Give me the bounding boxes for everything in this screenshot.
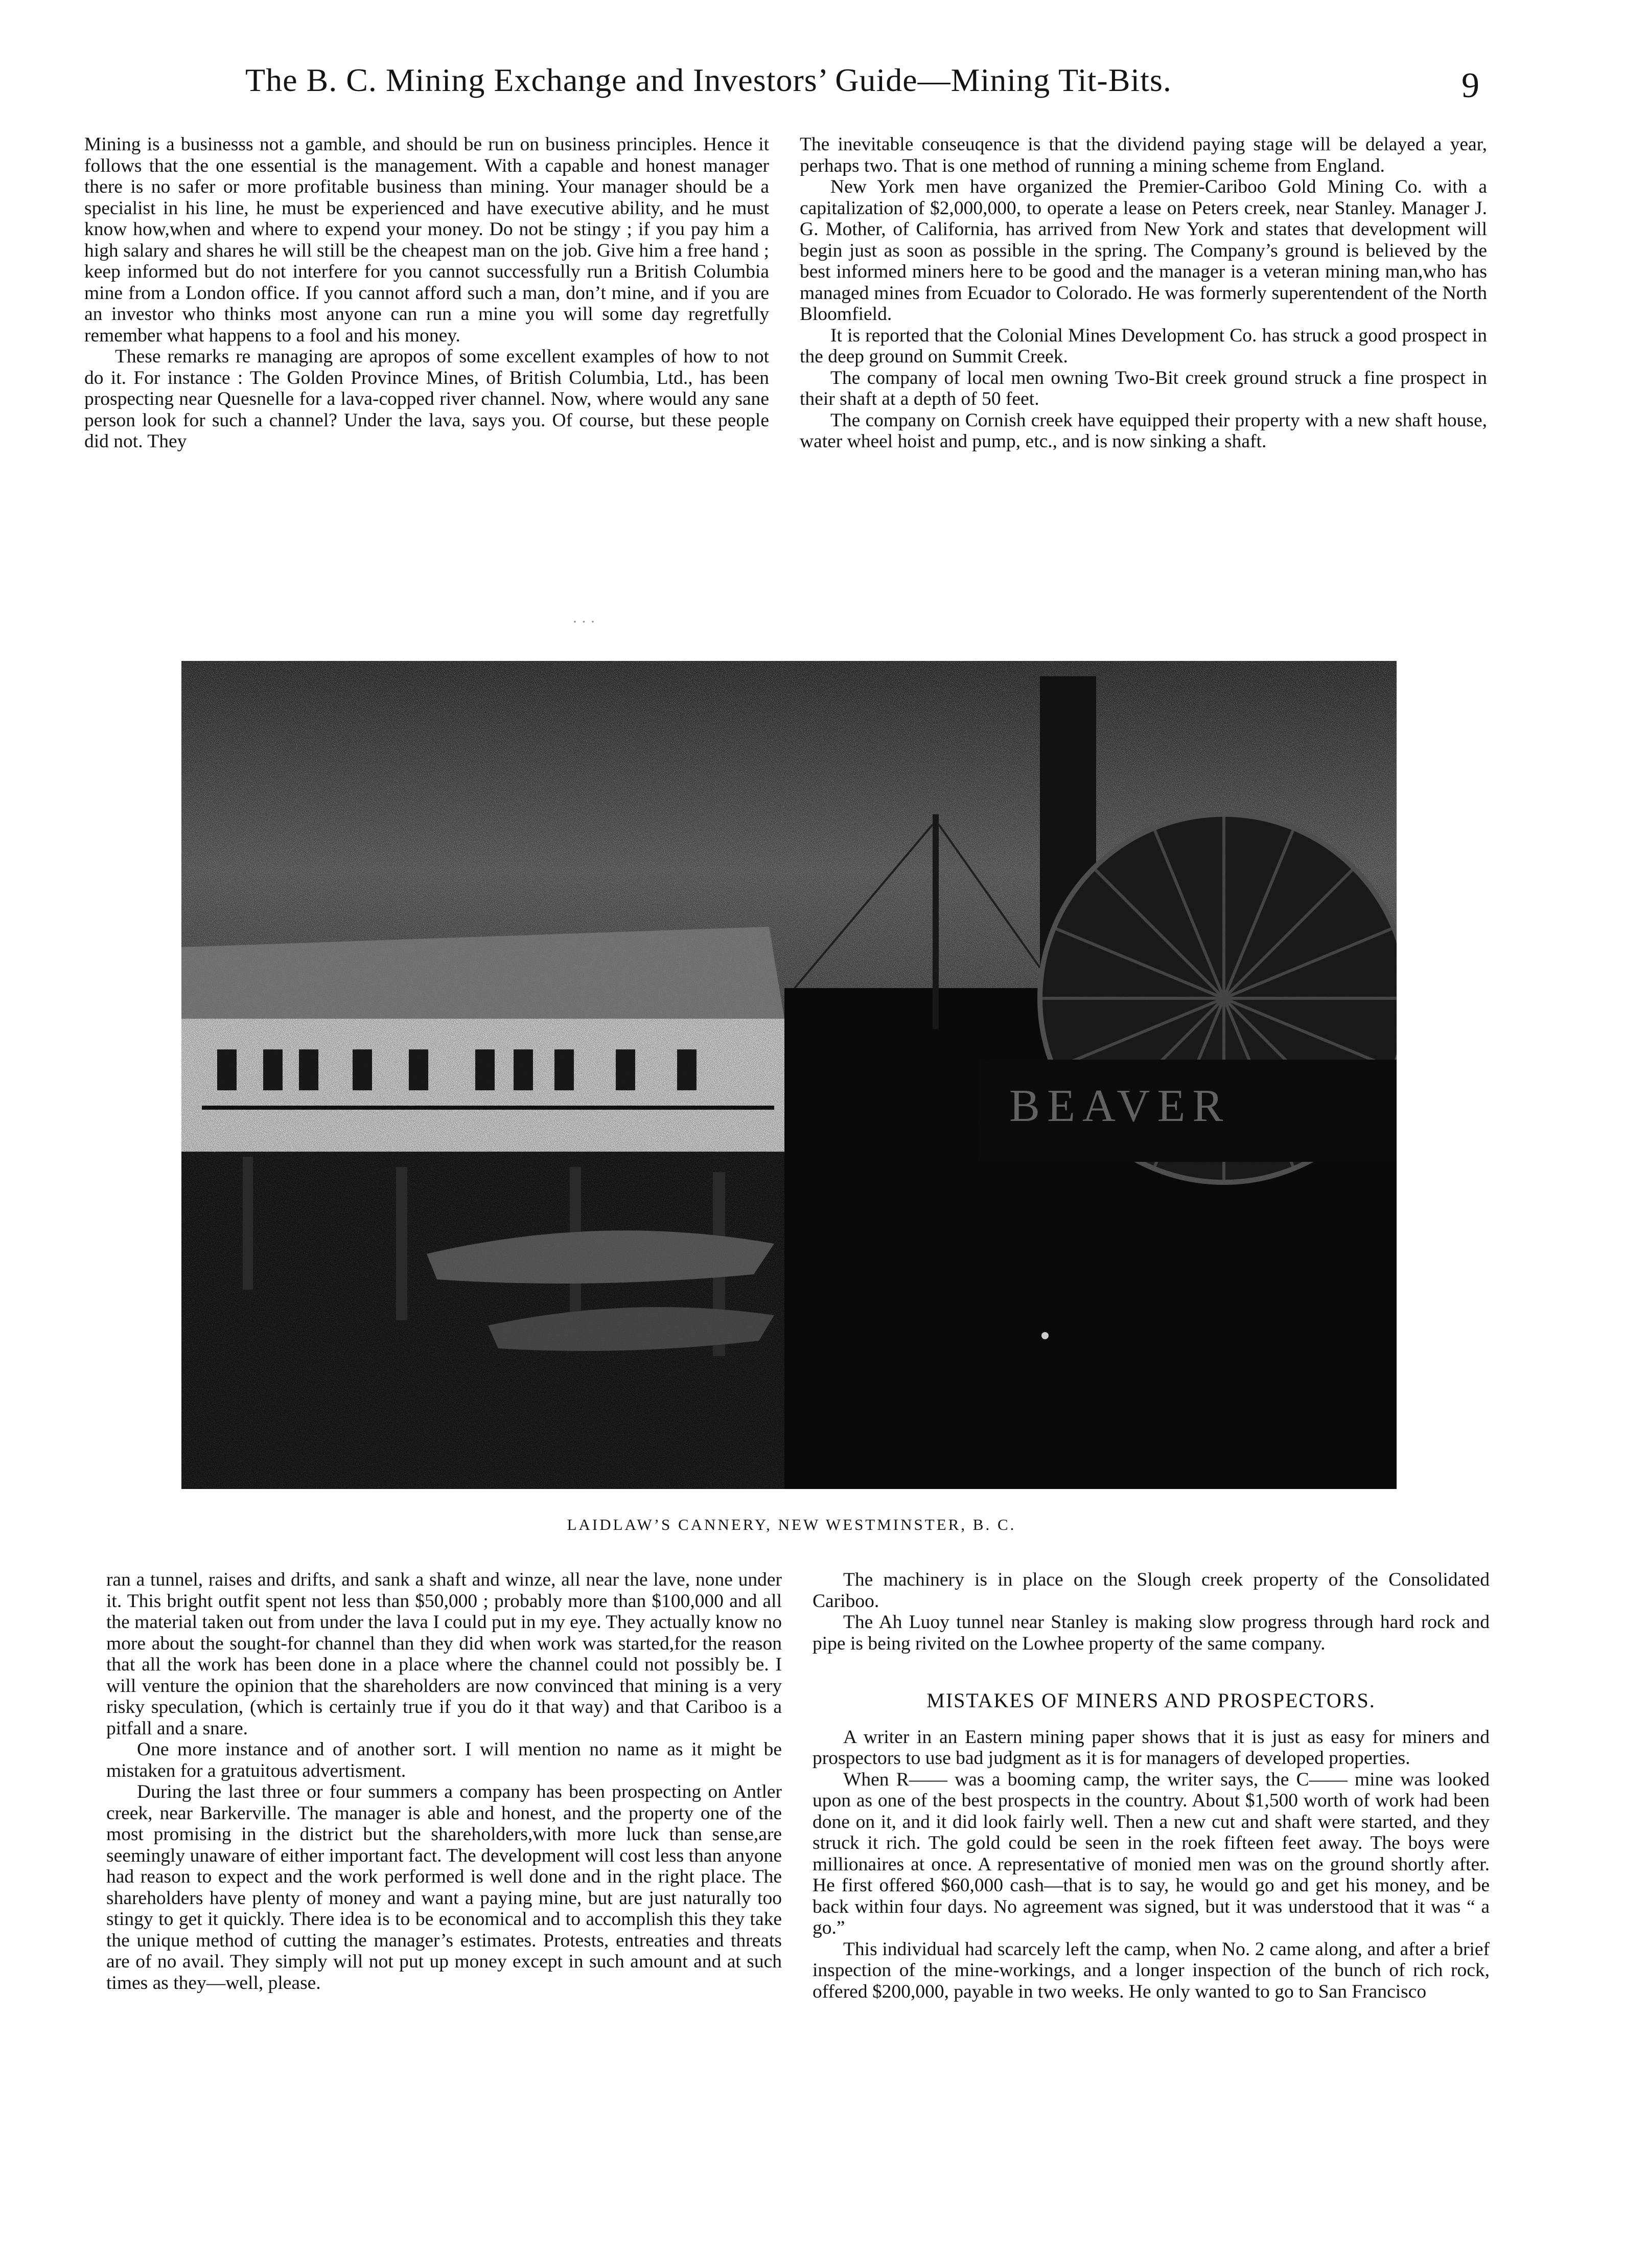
decorative-specks: · · · xyxy=(572,613,595,630)
paragraph: Mining is a businesss not a gamble, and should be run on business principles. Hence it follows that the one essential is the management. With a capable and honest manager there is no safer or more profitable business than mining. Your manager should be a specialist in his line, he must be experienced and have executive ability, and he must know how,when and where to expend your money. Do not be stingy ; if you pay him a high salary and shares he will still be the cheapest man on the job. Give him a free hand ; keep informed but do not interfere for you cannot successfully run a British Columbia mine from a London office. If you cannot afford such a man, don’t mine, and if you are an investor who thinks most anyone can run a mine you will some day regretfully remember what happens to a fool and his money. xyxy=(84,134,769,346)
paragraph: This individual had scarcely left the camp, when No. 2 came along, and after a brief inspection of the mine-workings, and a longer inspection of the bunch of rich rock, offered $200,000, payable in two weeks. He only wanted to go to San Francisco xyxy=(813,1938,1490,2002)
paragraph: When R—— was a booming camp, the writer says, the C—— mine was looked upon as one of the best prospects in the country. About $1,500 worth of work had been done on it, and it did look fairly well. Then a new cut and shaft were started, and they struck it rich. The gold could be seen in the roek fifteen feet away. The boys were millionaires at once. A representative of monied men was on the ground shortly after. He first offered $60,000 cash—that is to say, he would go and get his money, and be back within four days. No agreement was signed, but it was understood that it was “ a go.” xyxy=(813,1769,1490,1938)
paragraph: It is reported that the Colonial Mines Development Co. has struck a good prospect in the deep ground on Summit Creek. xyxy=(800,325,1487,367)
column-top-right xyxy=(800,134,1487,452)
paragraph: A writer in an Eastern mining paper shows that it is just as easy for miners and prospectors to use bad judgment as it is for managers of developed properties. xyxy=(813,1726,1490,1769)
page-number: 9 xyxy=(1462,66,1479,105)
paragraph: One more instance and of another sort. I will mention no name as it might be mistaken for a gratuitous advertisment. xyxy=(106,1739,782,1781)
column-bottom-left xyxy=(106,1569,782,1994)
paragraph: During the last three or four summers a company has been prospecting on Antler creek, near Barkerville. The manager is able and honest, and the property one of the most promising in the district but the shareholders,with more luck than sense,are seemingly unaware of either important fact. The development will cost less than anyone had reason to expect and the work performed is well done and in the right place. The shareholders have plenty of money and want a paying mine, but are just naturally too stingy to get it quickly. There idea is to be economical and to accomplish this they take the unique method of cutting the manager’s estimates. Protests, entreaties and threats are of no avail. They simply will not put up money except in such amount and at such times as they—well, please. xyxy=(106,1781,782,1994)
ship-lettering: BEAVER xyxy=(1009,1081,1231,1131)
paragraph: The inevitable conseuqence is that the dividend paying stage will be delayed a year, perhaps two. That is one method of running a mining scheme from England. xyxy=(800,134,1487,176)
paragraph: The company of local men owning Two-Bit creek ground struck a fine prospect in their shaft at a depth of 50 feet. xyxy=(800,367,1487,409)
photo-caption: LAIDLAW’S CANNERY, NEW WESTMINSTER, B. C. xyxy=(567,1516,1016,1533)
photo-illustration xyxy=(181,661,1397,1489)
paragraph: ran a tunnel, raises and drifts, and sank a shaft and winze, all near the lave, none under it. This bright outfit spent not less than $50,000 ; probably more than $100,000 and all the material taken out from under the lava I could put in my eye. They actually know no more about the sought-for channel than they did when work was started,for the reason that all the work has been done in a place where the channel could not possibly be. I will venture the opinion that the shareholders are now convinced that mining is a very risky speculation, (which is certainly true if you do it that way) and that Cariboo is a pitfall and a snare. xyxy=(106,1569,782,1739)
paragraph: New York men have organized the Premier-Cariboo Gold Mining Co. with a capitalization of $2,000,000, to operate a lease on Peters creek, near Stanley. Manager J. G. Mother, of California, has arrived from New York and states that development will begin just as soon as possible in the spring. The Company’s ground is believed by the best informed miners here to be good and the manager is a veteran mining man,who has managed mines from Ecuador to Colorado. He was formerly superentendent of the North Bloomfield. xyxy=(800,176,1487,325)
paragraph: The company on Cornish creek have equipped their property with a new shaft house, water wheel hoist and pump, etc., and is now sinking a shaft. xyxy=(800,409,1487,452)
paragraph: These remarks re managing are apropos of some excellent examples of how to not do it. For instance : The Golden Province Mines, of British Columbia, Ltd., has been prospecting near Quesnelle for a lava-copped river channel. Now, where would any sane person look for such a channel? Under the lava, says you. Of course, but these people did not. They xyxy=(84,346,769,452)
column-bottom-right xyxy=(813,1569,1490,2002)
cannery-photograph xyxy=(181,661,1397,1489)
paragraph: The machinery is in place on the Slough creek property of the Consolidated Cariboo. xyxy=(813,1569,1490,1612)
column-top-left xyxy=(84,134,769,452)
section-heading: MISTAKES OF MINERS AND PROSPECTORS. xyxy=(926,1689,1376,1712)
page-header-title: The B. C. Mining Exchange and Investors’ Guide—Mining Tit-Bits. xyxy=(245,62,1172,98)
paragraph: The Ah Luoy tunnel near Stanley is making slow progress through hard rock and pipe is being rivited on the Lowhee property of the same company. xyxy=(813,1612,1490,1654)
